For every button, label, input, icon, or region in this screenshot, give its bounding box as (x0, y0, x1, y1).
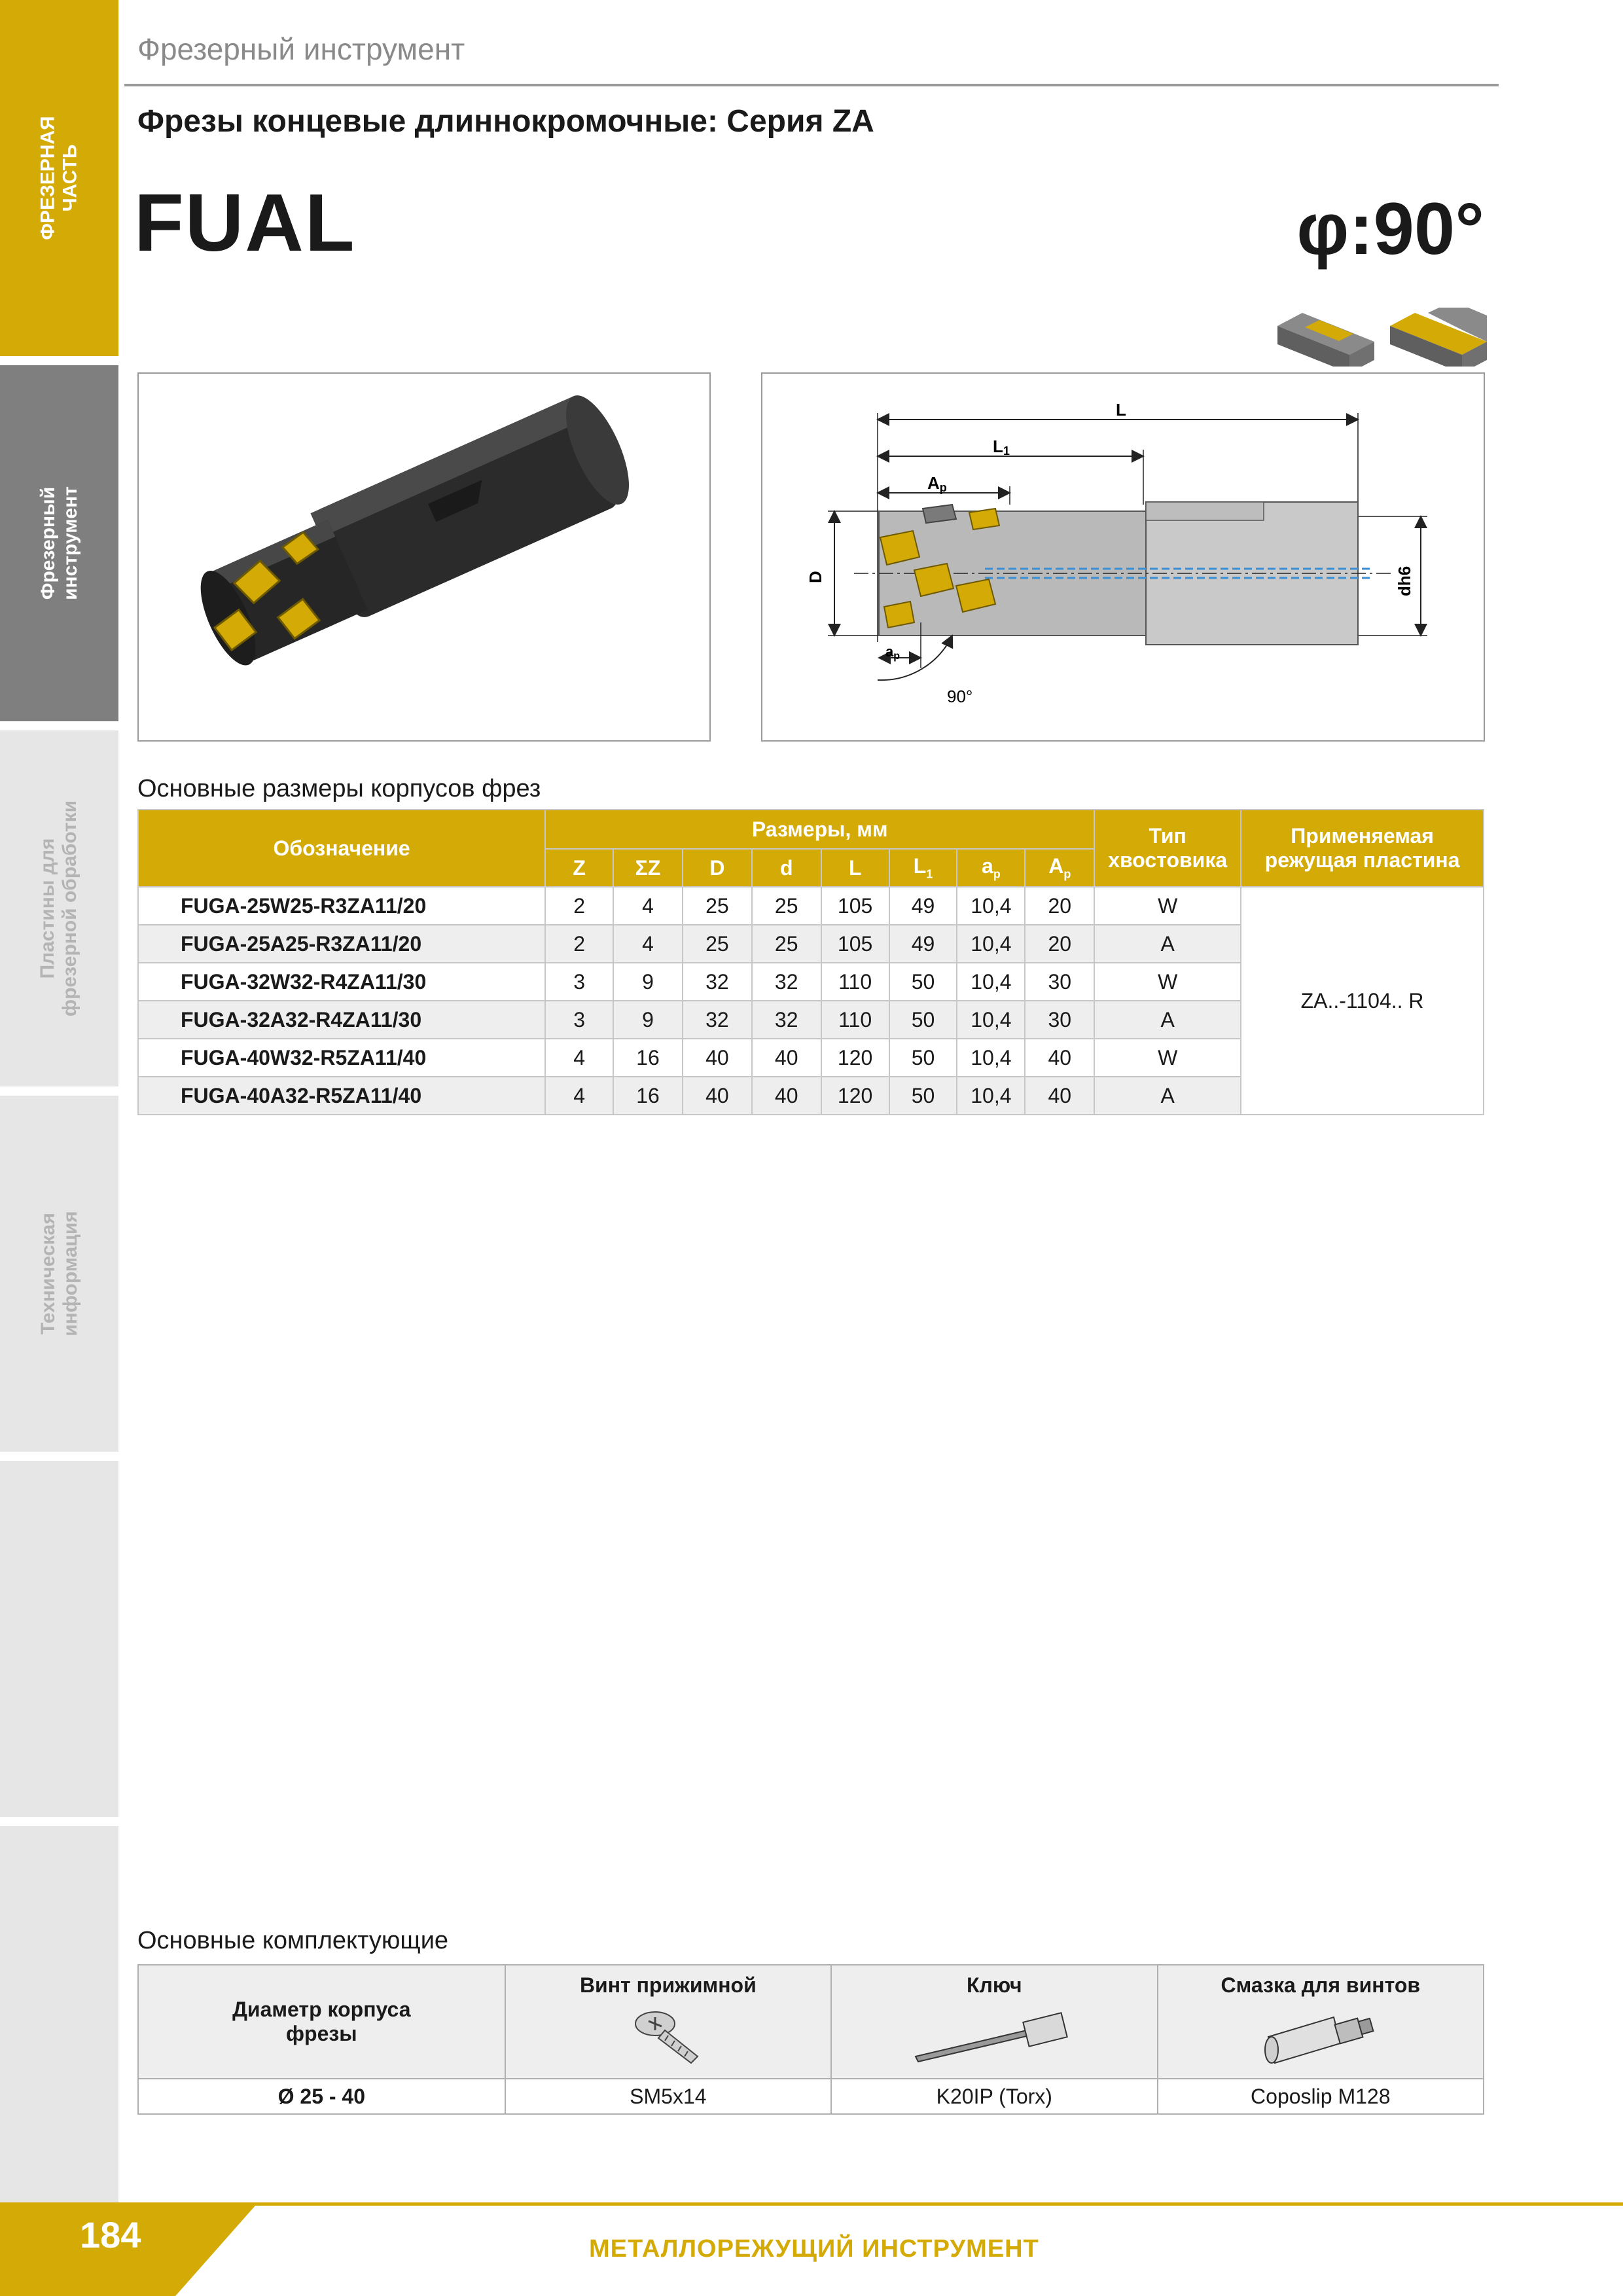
col-sum-z: ΣZ (613, 849, 683, 887)
cell-L: 120 (821, 1039, 889, 1077)
col-D: D (683, 849, 752, 887)
accessories-table (137, 1964, 1484, 2115)
dim-L1-label: L (993, 437, 1003, 456)
cell-ap: 10,4 (957, 887, 1025, 925)
cell-shank: W (1094, 1039, 1241, 1077)
cell-L1: 50 (889, 1001, 957, 1039)
col-L: L (821, 849, 889, 887)
cell-L1: 49 (889, 887, 957, 925)
cell-screw: SM5x14 (505, 2079, 831, 2114)
cell-insert: ZA..-1104.. R (1241, 887, 1484, 1115)
cell-sz: 16 (613, 1077, 683, 1115)
col-L1: $L_1$ (889, 849, 957, 887)
header-grease: Смазка для винтов (1158, 1965, 1484, 2079)
cell-D: 40 (683, 1039, 752, 1077)
cell-diameter: Ø 25 - 40 (138, 2079, 505, 2114)
header-diameter: Диаметр корпуса фрезы (138, 1965, 505, 2079)
svg-text:Ap: Ap (927, 473, 947, 494)
cell-D: 40 (683, 1077, 752, 1115)
cell-sz: 4 (613, 887, 683, 925)
dim-D-label: D (806, 571, 825, 583)
cell-L1: 50 (889, 963, 957, 1001)
angle-label: φ:90° (1296, 188, 1484, 270)
angle-90-label: 90° (947, 687, 973, 706)
cell-z: 4 (545, 1077, 613, 1115)
header-divider (124, 84, 1499, 86)
cell-L: 110 (821, 963, 889, 1001)
cell-ap: 10,4 (957, 925, 1025, 963)
cell-code: FUGA-25A25-R3ZA11/20 (138, 925, 545, 963)
cell-L1: 50 (889, 1077, 957, 1115)
cell-code: FUGA-32A32-R4ZA11/30 (138, 1001, 545, 1039)
sidebar-tab-milling-tools[interactable] (0, 365, 118, 721)
header-key: Ключ (831, 1965, 1158, 2079)
cell-ap: 10,4 (957, 963, 1025, 1001)
sidebar-tab-empty-1 (0, 1461, 118, 1817)
shoulder-milling-icon (1390, 308, 1487, 367)
col-Ap: $A_p$ (1025, 849, 1094, 887)
sidebar (0, 0, 118, 2296)
cell-D: 32 (683, 963, 752, 1001)
sidebar-tab-label: Пластины для фрезерной обработки (37, 800, 81, 1017)
cell-L: 105 (821, 925, 889, 963)
header-designation: Обозначение (138, 810, 545, 887)
screw-icon (629, 1998, 707, 2070)
footer-brand: МЕТАЛЛОРЕЖУЩИЙ ИНСТРУМЕНТ (589, 2235, 1039, 2263)
cell-shank: W (1094, 887, 1241, 925)
cell-d: 32 (752, 1001, 821, 1039)
sidebar-tab-empty-2 (0, 1826, 118, 2202)
cell-d: 25 (752, 887, 821, 925)
header-shank-type: Тип хвостовика (1094, 810, 1241, 887)
sidebar-tab-label: ФРЕЗЕРНАЯ ЧАСТЬ (37, 116, 81, 240)
dim-dh6-label: dh6 (1395, 565, 1414, 596)
cell-code: FUGA-32W32-R4ZA11/30 (138, 963, 545, 1001)
cell-Ap: 20 (1025, 925, 1094, 963)
milling-cutter-image (139, 374, 709, 740)
cell-L: 110 (821, 1001, 889, 1039)
cell-D: 25 (683, 887, 752, 925)
section-title: Фрезерный инструмент (137, 32, 465, 66)
cell-d: 32 (752, 963, 821, 1001)
col-ap: $a_p$ (957, 849, 1025, 887)
dim-Ap-label: A (927, 473, 940, 493)
cell-Ap: 40 (1025, 1039, 1094, 1077)
svg-text:L1: L1 (993, 437, 1010, 457)
dim-ap-label: a (885, 643, 894, 660)
table-row (138, 887, 1484, 925)
cell-sz: 4 (613, 925, 683, 963)
cell-grease: Coposlip M128 (1158, 2079, 1484, 2114)
cell-shank: A (1094, 1077, 1241, 1115)
col-d: d (752, 849, 821, 887)
slot-milling-icon (1277, 313, 1374, 367)
cell-d: 25 (752, 925, 821, 963)
cell-Ap: 20 (1025, 887, 1094, 925)
cell-ap: 10,4 (957, 1077, 1025, 1115)
sidebar-tab-inserts[interactable] (0, 730, 118, 1086)
operation-icons (1276, 308, 1492, 367)
page-title: FUAL (134, 178, 356, 268)
cell-sz: 9 (613, 1001, 683, 1039)
grease-tube-icon (1255, 1998, 1386, 2070)
cell-D: 25 (683, 925, 752, 963)
cell-L: 120 (821, 1077, 889, 1115)
sidebar-tab-label: Фрезерный инструмент (37, 486, 81, 600)
cell-Ap: 30 (1025, 963, 1094, 1001)
cell-code: FUGA-40A32-R5ZA11/40 (138, 1077, 545, 1115)
header-dimensions: Размеры, мм (545, 810, 1094, 849)
tool-drawing-frame (761, 372, 1485, 742)
dimensions-table (137, 809, 1484, 1115)
cell-shank: A (1094, 1001, 1241, 1039)
cell-code: FUGA-40W32-R5ZA11/40 (138, 1039, 545, 1077)
cell-L: 105 (821, 887, 889, 925)
cell-D: 32 (683, 1001, 752, 1039)
cell-shank: W (1094, 963, 1241, 1001)
sidebar-tab-label: Техническая информация (37, 1211, 81, 1336)
cell-key: K20IP (Torx) (831, 2079, 1158, 2114)
cell-sz: 16 (613, 1039, 683, 1077)
header-insert: Применяемая режущая пластина (1241, 810, 1484, 887)
tool-photo-frame (137, 372, 711, 742)
cell-L1: 49 (889, 925, 957, 963)
page-subtitle: Фрезы концевые длиннокромочные: Серия ZA (137, 104, 874, 139)
cell-shank: A (1094, 925, 1241, 963)
sidebar-tab-tech-info[interactable] (0, 1096, 118, 1452)
page-number: 184 (80, 2214, 141, 2255)
cell-z: 2 (545, 925, 613, 963)
col-z: Z (545, 849, 613, 887)
cell-d: 40 (752, 1039, 821, 1077)
table-row (138, 2079, 1484, 2114)
cell-z: 2 (545, 887, 613, 925)
cell-z: 4 (545, 1039, 613, 1077)
dim-L-label: L (1116, 400, 1126, 420)
technical-drawing (762, 374, 1484, 740)
cell-z: 3 (545, 1001, 613, 1039)
table2-caption: Основные комплектующие (137, 1927, 449, 1954)
cell-code: FUGA-25W25-R3ZA11/20 (138, 887, 545, 925)
cell-ap: 10,4 (957, 1001, 1025, 1039)
header-screw: Винт прижимной (505, 1965, 831, 2079)
cell-L1: 50 (889, 1039, 957, 1077)
cell-ap: 10,4 (957, 1039, 1025, 1077)
cell-d: 40 (752, 1077, 821, 1115)
torx-key-icon (909, 1998, 1079, 2070)
table1-caption: Основные размеры корпусов фрез (137, 775, 541, 802)
cell-z: 3 (545, 963, 613, 1001)
sidebar-tab-milling-part[interactable] (0, 0, 118, 356)
cell-Ap: 40 (1025, 1077, 1094, 1115)
cell-Ap: 30 (1025, 1001, 1094, 1039)
svg-text:ap: ap (885, 643, 901, 662)
cell-sz: 9 (613, 963, 683, 1001)
